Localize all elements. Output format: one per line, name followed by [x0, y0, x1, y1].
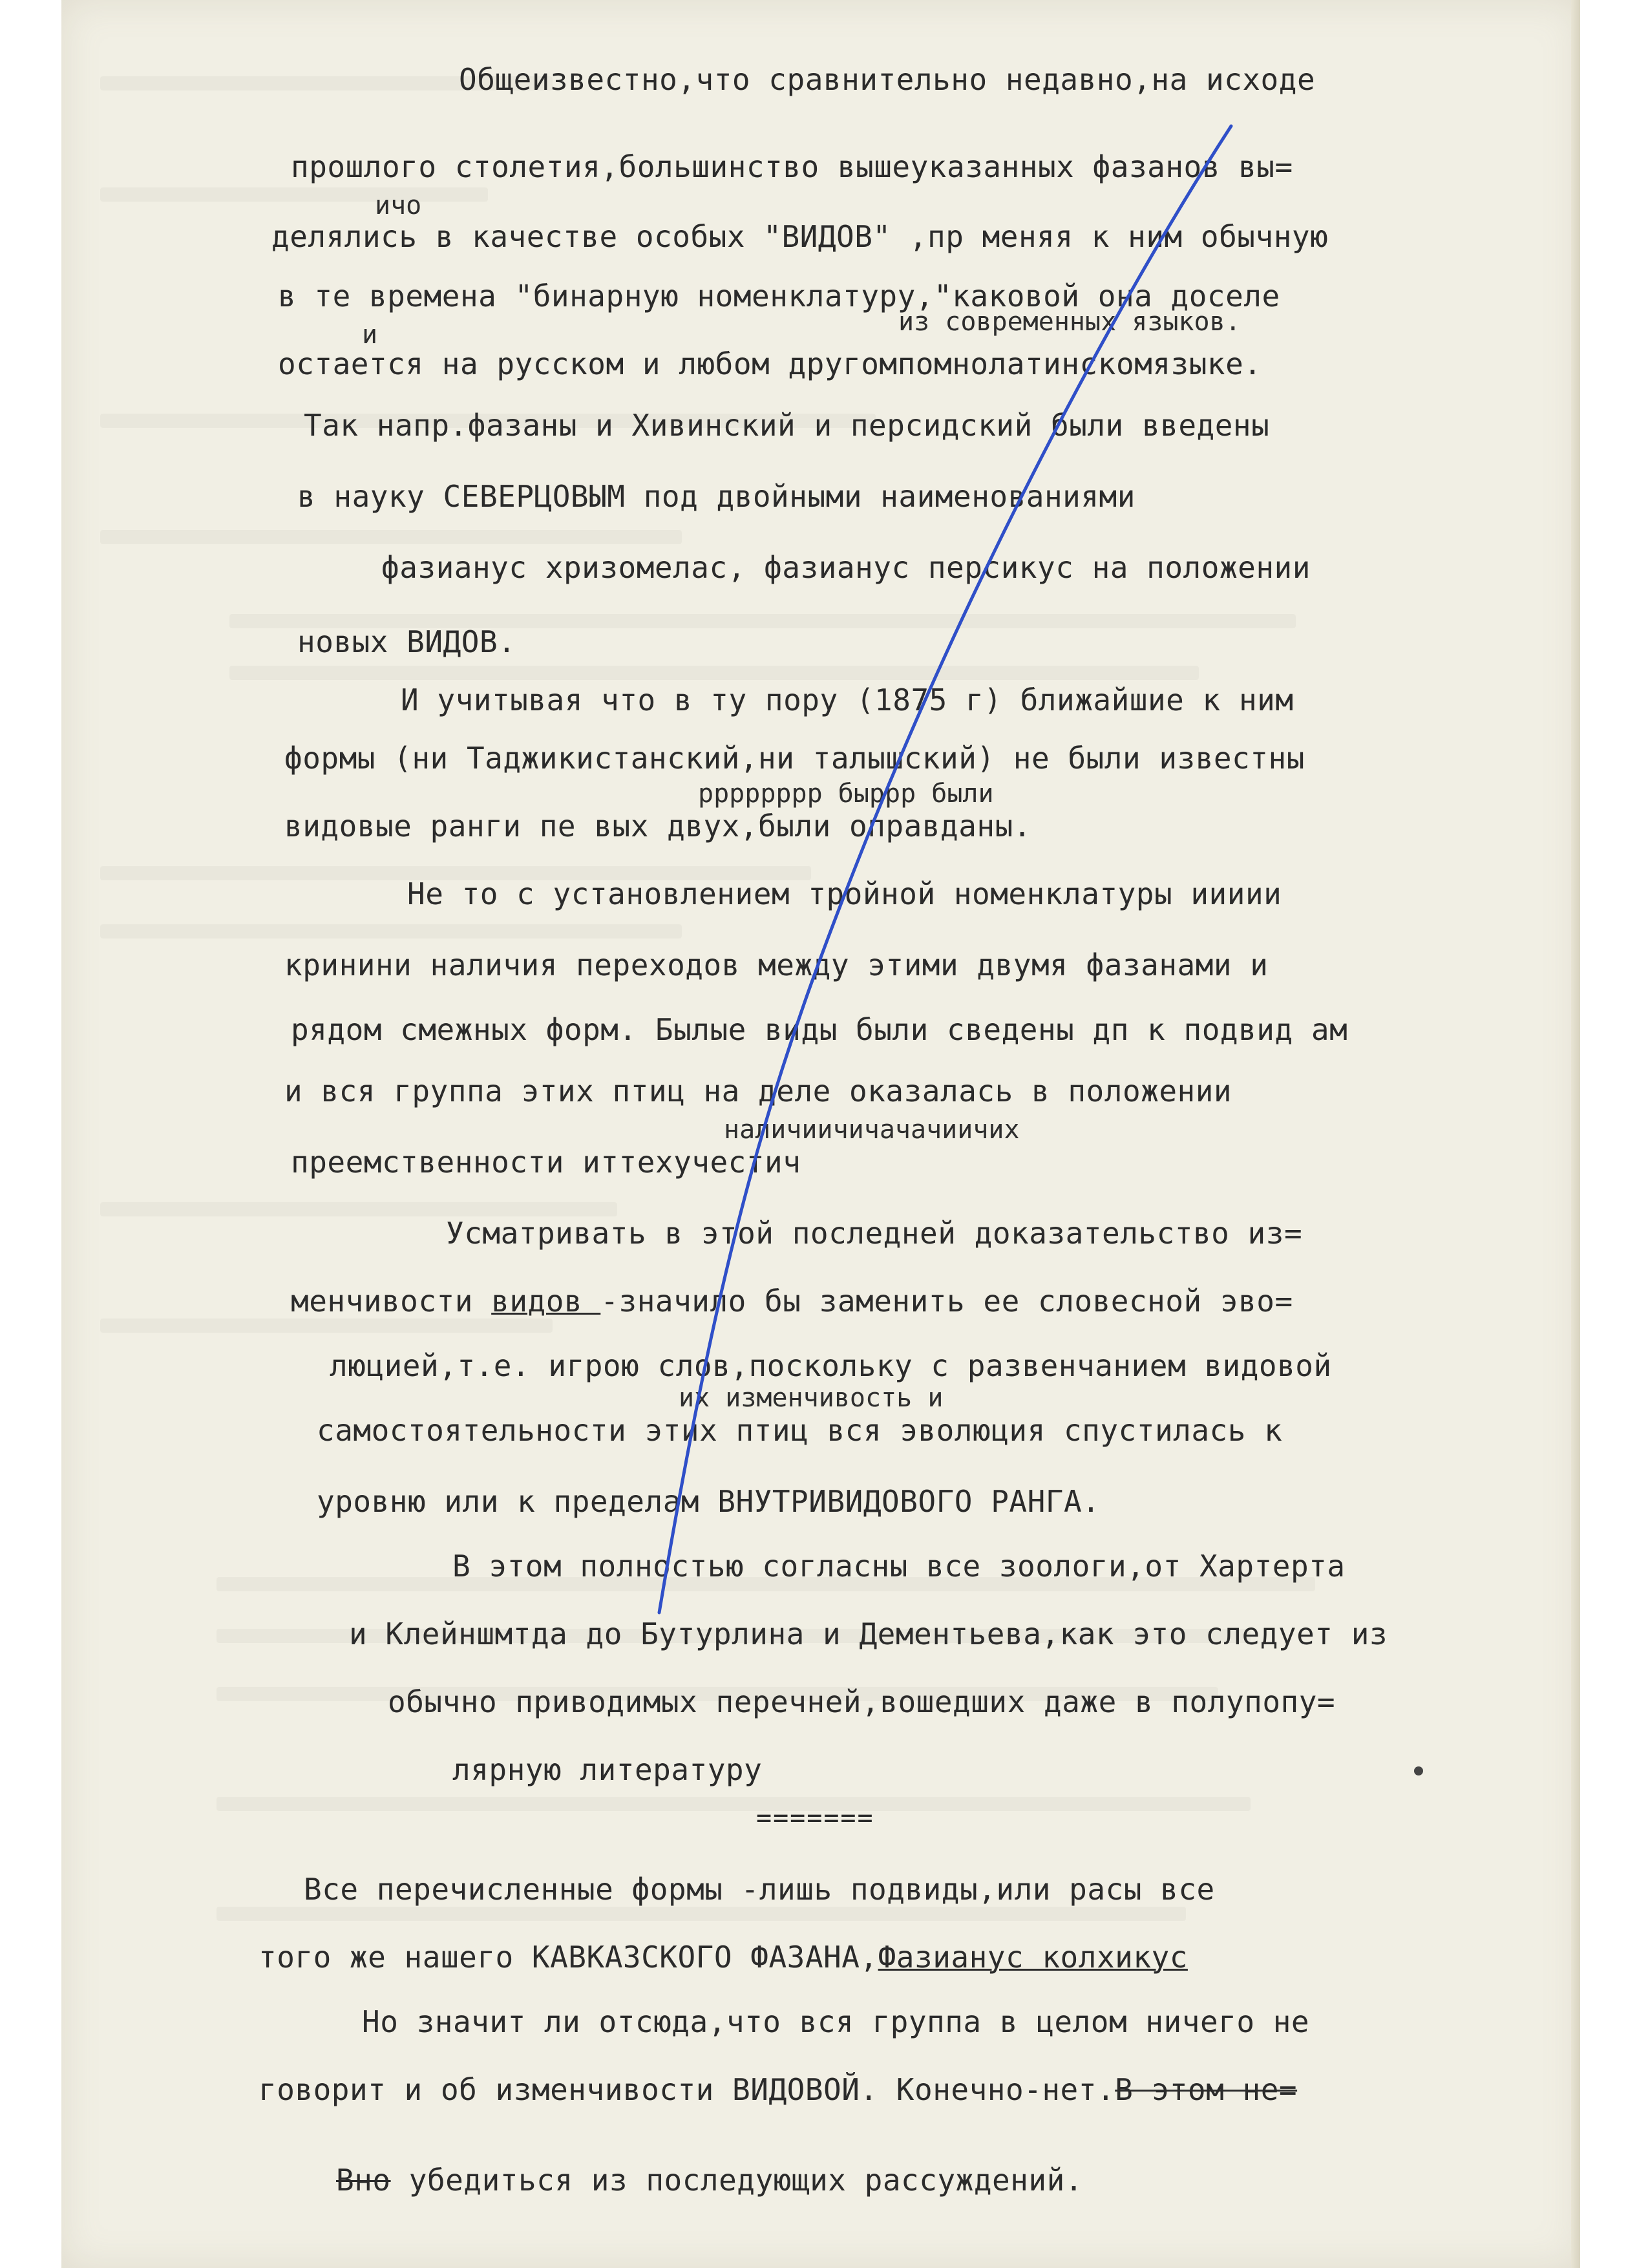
document-sheet	[61, 0, 1580, 2268]
p7-line-2	[259, 1939, 1188, 1975]
p4-line-5: преемственности иттехучестич	[291, 1145, 801, 1180]
p5-line-2-pre: менчивости	[291, 1284, 492, 1319]
p4-line-4: и вся группа этих птиц на деле оказалась в положении	[284, 1074, 1232, 1108]
p8-line-3	[336, 2162, 1083, 2198]
p8-line-2	[259, 2072, 1297, 2108]
p2-line-1: Так напр.фазаны и Хивинский и персидский были введены	[304, 408, 1270, 443]
p1-insert-2: ичо	[375, 191, 422, 220]
p3-line-2: формы (ни Таджикистанский,ни талышский) не были известны	[284, 741, 1305, 776]
p3-insert-3: рррррррр быррр были	[698, 779, 994, 809]
p1-line-1: Общеизвестно,что сравнительно недавно,на исходе	[459, 62, 1316, 97]
separator: =======	[756, 1803, 874, 1833]
p4-line-3: рядом смежных форм. Былые виды были сведены дп к подвид ам	[291, 1012, 1348, 1047]
p3-line-1: И учитывая что в ту пору (1875 г) ближайшие к ним	[401, 683, 1294, 717]
p5-line-3: люцией,т.е. игрою слов,поскольку с развенчанием видовой	[330, 1348, 1332, 1383]
p5-insert-4: их изменчивость и	[679, 1383, 944, 1413]
p5-line-2-post: -значило бы заменить ее словесной эво=	[600, 1284, 1293, 1319]
p8-line-1: Но значит ли отсюда,что вся группа в целом ничего не	[362, 2004, 1310, 2039]
p6-line-1: В этом полностью согласны все зоологи,от Хартерта	[452, 1549, 1346, 1584]
p4-line-2: кринини наличия переходов между этими двумя фазанами и	[284, 948, 1269, 982]
p4-line-1: Не то с установлением тройной номенклатуры иииии	[407, 876, 1282, 911]
p2-line-4: новых ВИДОВ.	[297, 624, 516, 659]
p5-line-5: уровню или к пределам ВНУТРИВИДОВОГО РАНГА.	[317, 1484, 1101, 1519]
sheet-edge	[1571, 0, 1580, 2268]
p3-line-3: видовые ранги пе вых двух,были оправданы.	[284, 809, 1031, 843]
p6-line-4: лярную литературу	[452, 1752, 763, 1787]
p8-line-3-text: убедиться из последующих рассуждений.	[390, 2163, 1083, 2198]
p8-line-2-pre: говорит и об изменчивости ВИДОВОЙ. Конечно-нет.	[259, 2072, 1115, 2107]
p6-line-2: и Клейншмтда до Бутурлина и Дементьева,как это следует из	[349, 1616, 1388, 1651]
p4-insert-5: наличиичичачачиичих	[724, 1115, 1020, 1145]
p5-line-1: Усматривать в этой последней доказательство из=	[446, 1216, 1303, 1251]
p5-line-2	[291, 1283, 1293, 1319]
p5-line-2-underlined: видов	[491, 1284, 601, 1319]
p8-line-3-struck: Вно	[336, 2163, 391, 2198]
p1-line-5: остается на русском и любом другомпомнолатинскомязыке.	[278, 346, 1262, 381]
ink-dot	[1414, 1766, 1423, 1775]
p2-line-3: фазианус хризомелас, фазианус персикус на положении	[381, 550, 1311, 585]
p7-line-2-underlined: Фазианус колхикус	[878, 1940, 1188, 1975]
p8-line-2-struck: В этом не=	[1115, 2072, 1298, 2107]
p1-insert-4b: из современных языков.	[898, 307, 1241, 337]
p2-line-2: в науку СЕВЕРЦОВЫМ под двойными наименованиями	[297, 479, 1136, 514]
p6-line-3: обычно приводимых перечней,вошедших даже в полупопу=	[388, 1684, 1336, 1719]
p1-line-4: в те времена "бинарную номенклатуру,"каковой она доселе	[278, 279, 1280, 313]
p1-line-3: делялись в качестве особых "ВИДОВ" ,пр меняя к ним обычную	[271, 219, 1329, 254]
p5-line-4: самостоятельности этих птиц вся эволюция спустилась к	[317, 1413, 1283, 1448]
p7-line-2-pre: того же нашего КАВКАЗСКОГО ФАЗАНА,	[259, 1940, 878, 1975]
p1-line-2: прошлого столетия,большинство вышеуказанных фазанов вы=	[291, 149, 1293, 184]
p1-insert-4a: и	[362, 320, 378, 350]
p7-line-1: Все перечисленные формы -лишь подвиды,или расы все	[304, 1872, 1215, 1907]
